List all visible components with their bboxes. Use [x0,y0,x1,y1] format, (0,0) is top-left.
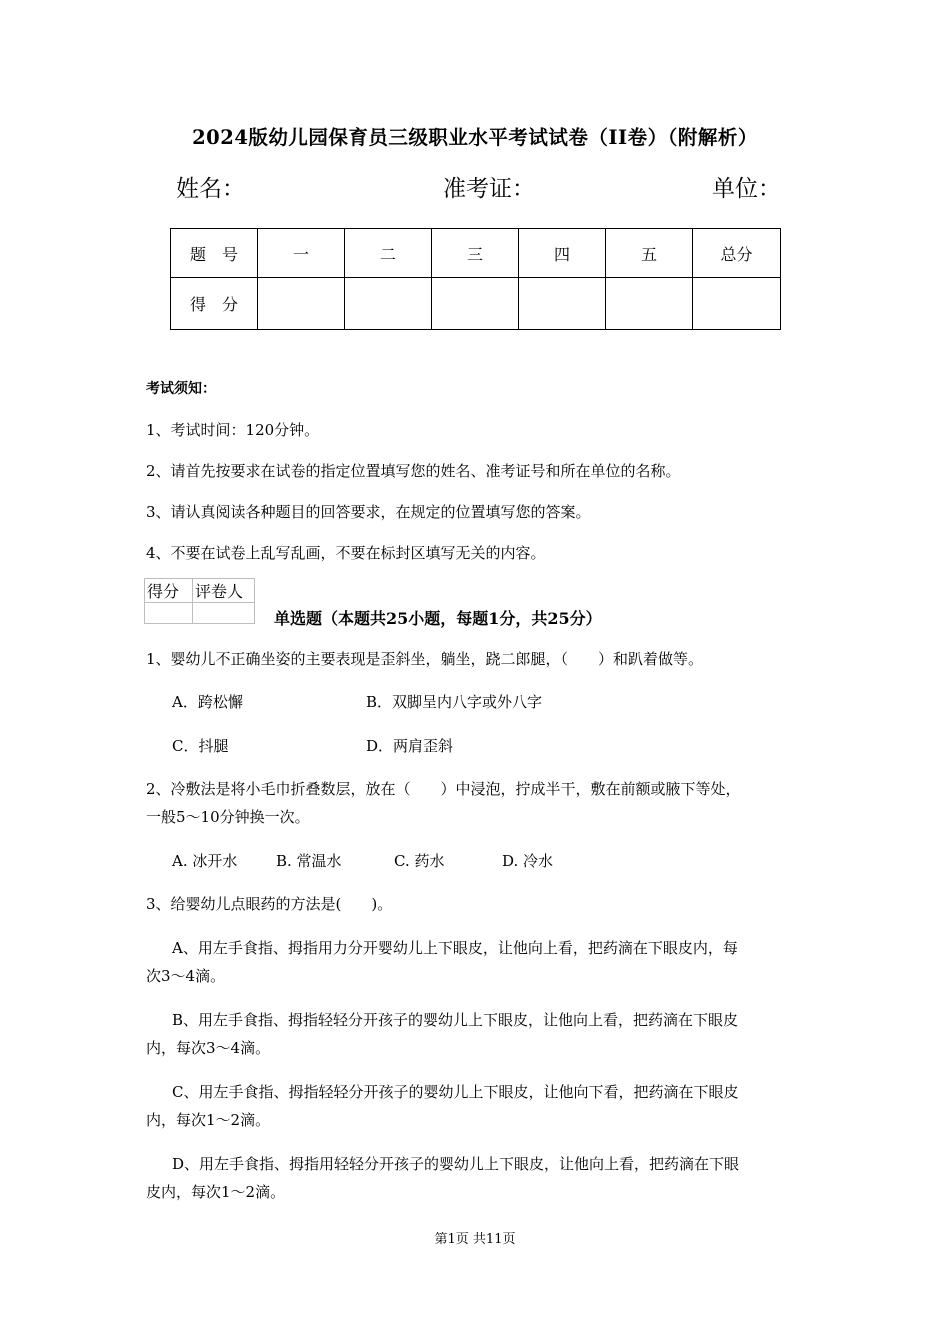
score-table-cell: 五 [606,229,693,278]
grader-reviewer-label: 评卷人 [193,579,255,603]
question-option: D. 冷水 [502,852,554,870]
name-field-label: 姓名： [176,176,245,202]
score-table-cell: 三 [432,229,519,278]
question-option: A．跨松懈 [172,693,243,711]
question-option: C．抖腿 [172,737,229,755]
score-table [170,228,781,330]
score-entry-cell[interactable] [345,278,432,330]
question-option: D、用左手食指、拇指用轻轻分开孩子的婴幼儿上下眼皮，让他向上看，把药滴在下眼 [172,1155,740,1173]
question-option: C. 药水 [394,852,445,870]
question-option: B．双脚呈内八字或外八字 [366,693,543,711]
grader-score-label: 得分 [145,579,193,603]
grader-score-cell[interactable] [145,603,193,624]
question-option-continued: 次3～4滴。 [146,967,226,985]
question-stem: 1、婴幼儿不正确坐姿的主要表现是歪斜坐，躺坐，跷二郎腿，（ ）和趴着做等。 [146,650,704,668]
score-table-score-row [171,278,781,330]
score-entry-cell[interactable] [693,278,781,330]
grader-table [144,578,255,624]
question-option-continued: 内，每次1～2滴。 [146,1111,271,1129]
question-stem: 2、冷敷法是将小毛巾折叠数层，放在（ ）中浸泡，拧成半干，敷在前额或腋下等处， [146,780,741,798]
notice-item: 4、不要在试卷上乱写乱画，不要在标封区填写无关的内容。 [146,544,546,562]
notice-item: 2、请首先按要求在试卷的指定位置填写您的姓名、准考证号和所在单位的名称。 [146,462,681,480]
score-entry-cell[interactable] [432,278,519,330]
score-entry-cell[interactable] [606,278,693,330]
score-entry-cell[interactable] [258,278,345,330]
question-option: A. 冰开水 [172,852,238,870]
notice-heading: 考试须知： [146,381,216,397]
score-table-cell: 二 [345,229,432,278]
question-option: B. 常温水 [276,852,342,870]
grader-reviewer-cell[interactable] [193,603,255,624]
score-table-cell: 总分 [693,229,781,278]
notice-item: 3、请认真阅读各种题目的回答要求，在规定的位置填写您的答案。 [146,503,591,521]
question-option: A、用左手食指、拇指用力分开婴幼儿上下眼皮，让他向上看，把药滴在下眼皮内，每 [172,939,738,957]
page-footer: 第1页 共11页 [434,1232,516,1247]
section-title: 单选题（本题共25小题，每题1分，共25分） [274,609,602,628]
score-table-header-row [171,229,781,278]
score-table-cell: 得 分 [171,278,258,330]
score-table-cell: 四 [519,229,606,278]
question-option-continued: 皮内，每次1～2滴。 [146,1183,286,1201]
question-option: B、用左手食指、拇指轻轻分开孩子的婴幼儿上下眼皮，让他向上看，把药滴在下眼皮 [172,1011,739,1029]
question-option: D．两肩歪斜 [366,737,454,755]
question-stem-continued: 一般5～10分钟换一次。 [146,808,310,826]
question-option-continued: 内，每次3～4滴。 [146,1039,271,1057]
page-title: 2024版幼儿园保育员三级职业水平考试试卷（II卷）（附解析） [192,126,758,149]
score-entry-cell[interactable] [519,278,606,330]
question-option: C、用左手食指、拇指轻轻分开孩子的婴幼儿上下眼皮，让他向下看，把药滴在下眼皮 [172,1083,739,1101]
exam-id-field-label: 准考证： [443,176,535,202]
score-table-cell: 题 号 [171,229,258,278]
unit-field-label: 单位： [712,176,781,202]
score-table-cell: 一 [258,229,345,278]
notice-item: 1、考试时间：120分钟。 [146,421,320,439]
question-stem: 3、给婴幼儿点眼药的方法是( )。 [146,895,393,913]
